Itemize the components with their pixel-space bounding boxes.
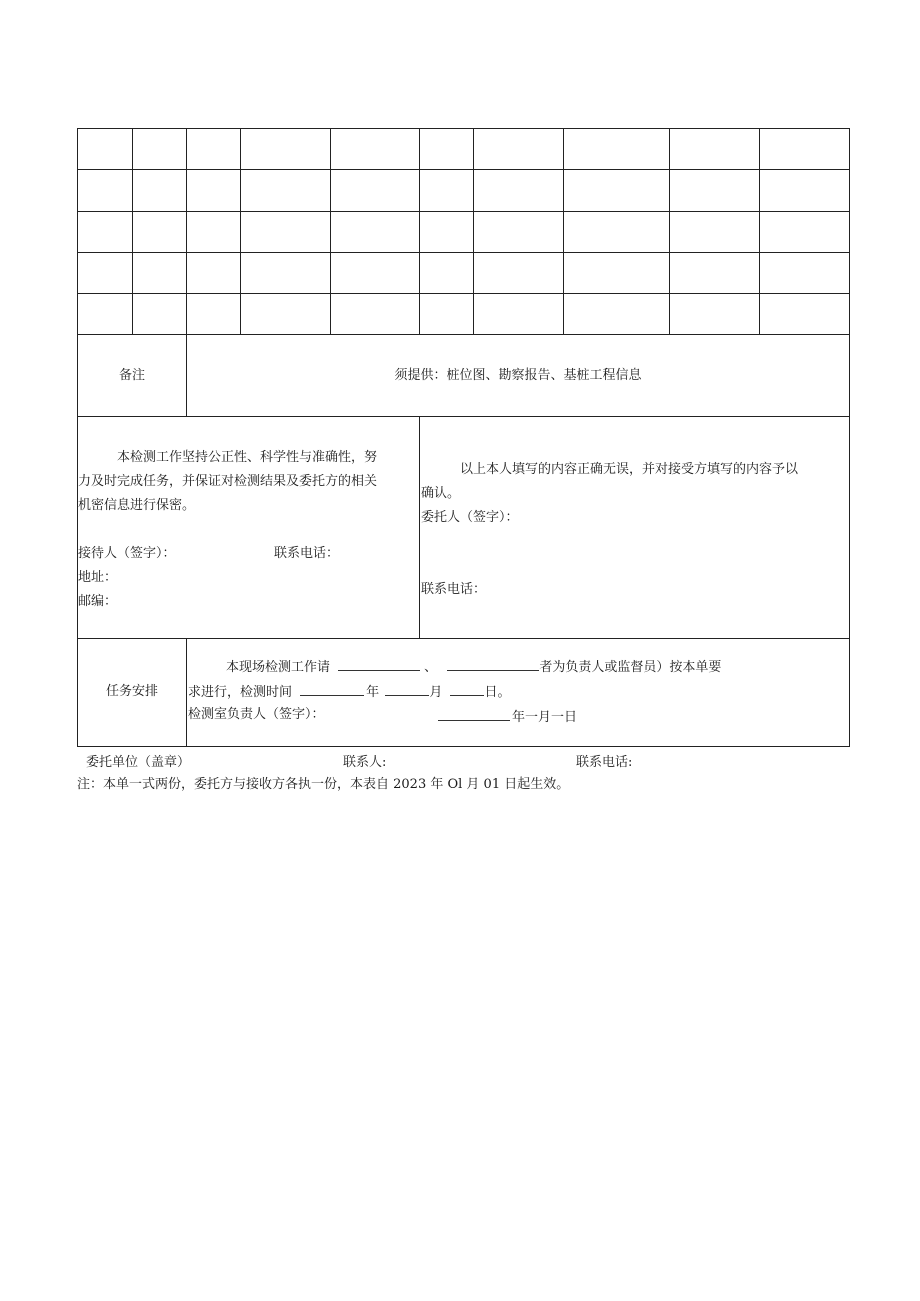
remarks-label: 备注 (118, 368, 145, 383)
client-statement-line1: 以上本人填写的内容正确无误，并对接受方填写的内容予以 (460, 462, 799, 477)
footer-contact-label: 联系人: (343, 755, 387, 770)
receiver-phone-label: 联系电话： (274, 546, 340, 561)
grid-column-divider (759, 128, 760, 334)
receiver-statement-line3: 机密信息进行保密。 (78, 498, 196, 513)
test-time-blank[interactable] (300, 681, 364, 696)
grid-column-divider (330, 128, 331, 334)
receiver-statement-line1: 本检测工作坚持公正性、科学性与准确性，努 (117, 450, 378, 465)
task-line1-separator: 、 (424, 660, 438, 675)
grid-column-divider (563, 128, 564, 334)
year-label: 年 (366, 685, 380, 700)
task-line1-text-a: 本现场检测工作请 (226, 660, 331, 675)
receiver-signature-label: 接待人（签字）： (78, 546, 176, 561)
table-border-right (849, 128, 850, 747)
month-blank[interactable] (385, 681, 429, 696)
table-border-bottom (77, 746, 850, 747)
grid-column-divider (419, 128, 420, 334)
grid-column-divider (473, 128, 474, 334)
grid-column-divider (669, 128, 670, 334)
client-phone-label: 联系电话： (421, 582, 487, 597)
table-row-divider (77, 252, 850, 253)
receiver-address-label: 地址： (78, 570, 118, 585)
receiver-statement-line2: 力及时完成任务，并保证对检测结果及委托方的相关 (78, 474, 378, 489)
task-line3-right (438, 706, 577, 727)
task-line1-text-c: 者为负责人或监督员）按本单要 (539, 660, 722, 675)
task-line2 (188, 681, 510, 702)
grid-column-divider (132, 128, 133, 334)
client-signature-label: 委托人（签字）： (421, 510, 519, 525)
table-row-divider (77, 638, 850, 639)
footer-unit-label: 委托单位（盖章） (86, 755, 191, 770)
grid-column-divider (240, 128, 241, 334)
lab-date-blank[interactable] (438, 706, 510, 721)
day-blank[interactable] (450, 681, 484, 696)
client-statement-line2: 确认。 (421, 486, 461, 501)
table-row-divider (77, 293, 850, 294)
month-label: 月 (429, 685, 443, 700)
task-label: 任务安排 (105, 684, 158, 699)
table-row-divider (77, 334, 850, 335)
remarks-content: 须提供：桩位图、勘察报告、基桩工程信息 (394, 368, 642, 383)
table-border-left (77, 128, 78, 747)
lab-date-label: 年一月一日 (512, 710, 578, 725)
task-line1 (226, 656, 721, 677)
task-line2-text-a: 求进行，检测时间 (188, 685, 293, 700)
receiver-postcode-label: 邮编： (78, 594, 118, 609)
confirmation-split-divider (419, 416, 420, 638)
day-label: 日。 (484, 685, 511, 700)
footer-note: 注：本单一式两份，委托方与接收方各执一份，本表自 2023 年 Ol 月 01 日起生效。 (77, 777, 570, 792)
footer-phone-label: 联系电话: (576, 755, 633, 770)
table-row-divider (77, 416, 850, 417)
person-blank-2[interactable] (447, 656, 539, 671)
person-blank-1[interactable] (338, 656, 420, 671)
table-border-top (77, 128, 850, 129)
table-row-divider (77, 211, 850, 212)
task-line3-left: 检测室负责人（签字）： (188, 707, 325, 722)
table-row-divider (77, 169, 850, 170)
